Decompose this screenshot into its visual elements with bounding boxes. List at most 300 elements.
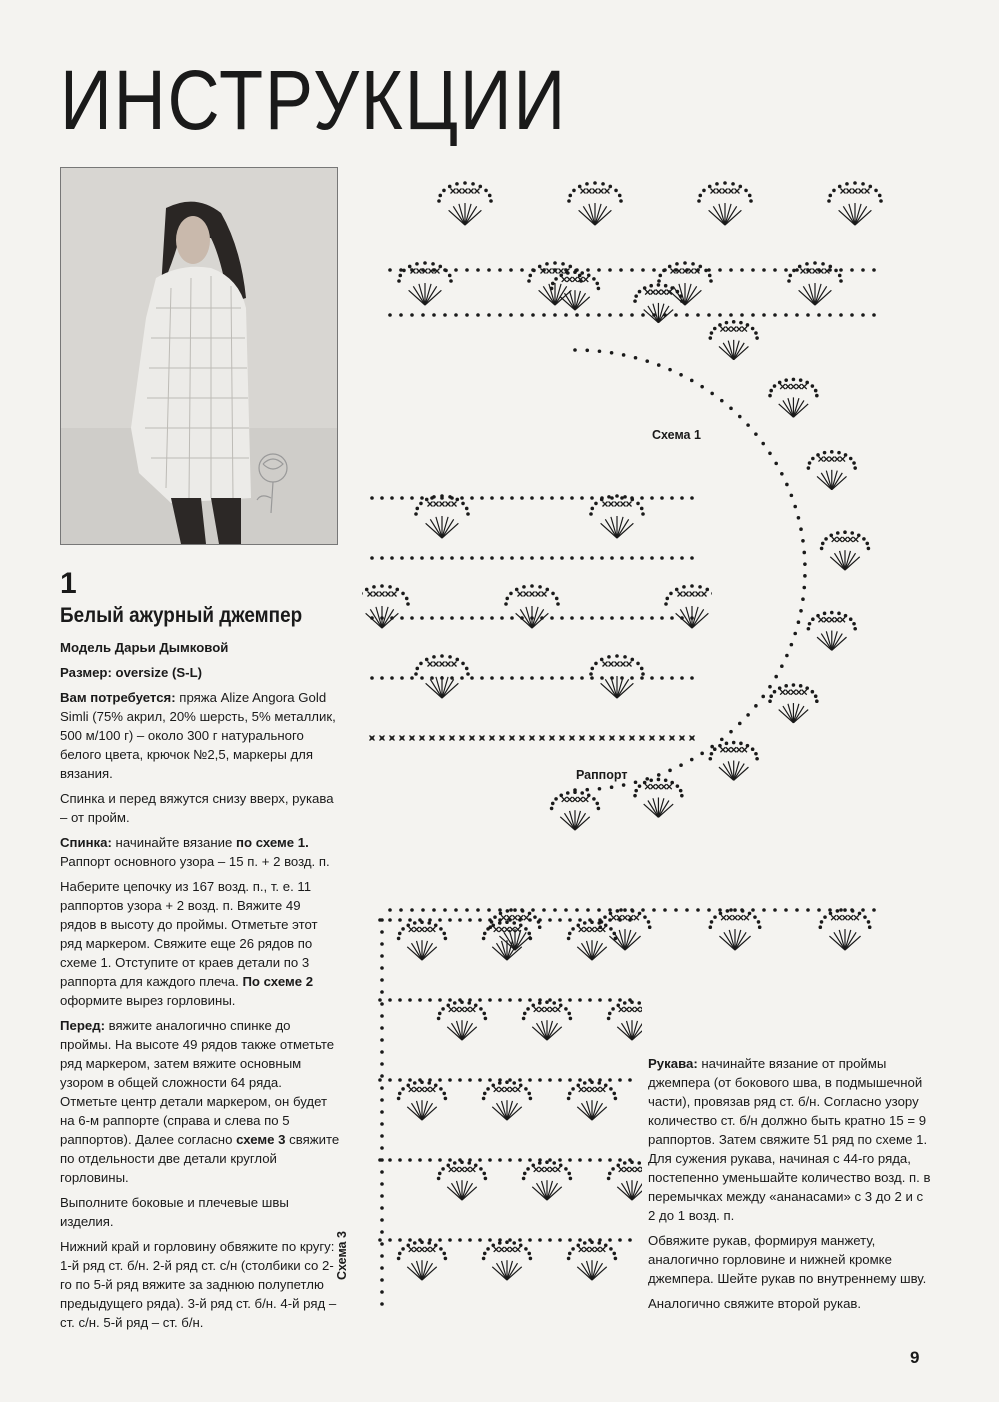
single-crochet-symbol <box>726 327 731 332</box>
chain-stitch-symbol <box>849 457 853 461</box>
chain-stitch-symbol <box>685 313 689 317</box>
chain-stitch-symbol <box>588 1238 592 1242</box>
chain-stitch-symbol <box>589 672 593 676</box>
chain-stitch-symbol <box>660 676 664 680</box>
single-crochet-symbol <box>735 189 740 194</box>
chain-stitch-symbol <box>398 274 402 278</box>
chain-stitch-symbol <box>488 1238 492 1242</box>
chain-stitch-symbol <box>442 932 446 936</box>
chain-stitch-symbol <box>861 908 865 912</box>
chain-stitch-symbol <box>590 507 594 511</box>
chain-stitch-symbol <box>380 1218 384 1222</box>
chain-stitch-symbol <box>597 921 601 925</box>
chain-stitch-symbol <box>679 789 683 793</box>
chain-stitch-symbol <box>587 793 591 797</box>
chain-stitch-symbol <box>442 1252 446 1256</box>
chain-stitch-symbol <box>552 1001 556 1005</box>
chain-stitch-symbol <box>418 1078 422 1082</box>
chain-stitch-symbol <box>380 1194 384 1198</box>
chain-stitch-symbol <box>430 616 434 620</box>
chain-stitch-symbol <box>479 1007 483 1011</box>
chain-stitch-symbol <box>643 781 647 785</box>
single-crochet-symbol <box>621 662 626 667</box>
single-crochet-symbol <box>720 747 725 752</box>
single-crochet-symbol <box>505 927 510 932</box>
chain-stitch-symbol <box>558 918 562 922</box>
chain-stitch-symbol <box>524 1087 528 1091</box>
chain-stitch-symbol <box>567 1172 571 1176</box>
chain-stitch-symbol <box>784 908 788 912</box>
chain-stitch-symbol <box>861 268 865 272</box>
chain-stitch-symbol <box>761 695 765 699</box>
chain-stitch-symbol <box>729 730 733 734</box>
chain-stitch-symbol <box>550 496 554 500</box>
chain-stitch-symbol <box>548 918 552 922</box>
chain-stitch-symbol <box>768 685 772 689</box>
chain-stitch-symbol <box>618 1078 622 1082</box>
chain-stitch-symbol <box>576 1083 580 1087</box>
chain-stitch-symbol <box>406 602 410 606</box>
chain-stitch-symbol <box>634 294 638 298</box>
chain-stitch-symbol <box>799 378 803 382</box>
chain-stitch-symbol <box>640 616 644 620</box>
chain-stitch-symbol <box>465 507 469 511</box>
chain-stitch-symbol <box>510 496 514 500</box>
chain-stitch-symbol <box>482 1257 486 1261</box>
chain-stitch-symbol <box>432 313 436 317</box>
chain-stitch-symbol <box>460 616 464 620</box>
chain-stitch-symbol <box>718 313 722 317</box>
chain-stitch-symbol <box>398 998 402 1002</box>
single-crochet-symbol <box>600 1087 605 1092</box>
chain-stitch-symbol <box>823 612 827 616</box>
single-crochet-symbol <box>449 1007 454 1012</box>
chain-stitch-symbol <box>618 1238 622 1242</box>
chain-stitch-symbol <box>634 789 638 793</box>
single-crochet-symbol <box>425 1247 430 1252</box>
chain-stitch-symbol <box>370 676 374 680</box>
chain-stitch-symbol <box>427 1241 431 1245</box>
chain-stitch-symbol <box>589 512 593 516</box>
chain-stitch-symbol <box>573 348 577 352</box>
chain-stitch-symbol <box>740 268 744 272</box>
chain-stitch-symbol <box>531 1163 535 1167</box>
chain-stitch-symbol <box>586 268 590 272</box>
chain-stitch-symbol <box>609 1087 613 1091</box>
chain-stitch-symbol <box>498 918 502 922</box>
chain-stitch-symbol <box>498 1158 502 1162</box>
chain-stitch-symbol <box>483 1252 487 1256</box>
chain-stitch-symbol <box>697 199 701 203</box>
single-crochet-symbol <box>590 927 595 932</box>
chain-stitch-symbol <box>434 1243 438 1247</box>
chain-stitch-symbol <box>861 313 865 317</box>
chain-stitch-symbol <box>867 920 871 924</box>
chain-stitch-symbol <box>604 1243 608 1247</box>
chain-stitch-symbol <box>598 1238 602 1242</box>
chain-stitch-symbol <box>566 791 570 795</box>
chain-stitch-symbol <box>448 1238 452 1242</box>
chain-stitch-symbol <box>628 1078 632 1082</box>
chain-stitch-symbol <box>674 313 678 317</box>
chain-stitch-symbol <box>811 457 815 461</box>
chain-stitch-symbol <box>614 1097 618 1101</box>
chain-stitch-symbol <box>746 713 750 717</box>
chain-stitch-symbol <box>444 1097 448 1101</box>
single-crochet-symbol <box>738 915 743 920</box>
chain-stitch-symbol <box>619 268 623 272</box>
chain-stitch-symbol <box>487 313 491 317</box>
single-crochet-symbol <box>555 1007 560 1012</box>
chain-stitch-symbol <box>476 268 480 272</box>
chain-stitch-symbol <box>719 912 723 916</box>
chain-stitch-symbol <box>597 1241 601 1245</box>
chain-stitch-symbol <box>440 676 444 680</box>
chain-stitch-symbol <box>708 274 712 278</box>
chain-stitch-symbol <box>670 496 674 500</box>
chain-stitch-symbol <box>799 684 803 688</box>
chain-stitch-symbol <box>488 1078 492 1082</box>
chain-stitch-symbol <box>538 918 542 922</box>
chain-stitch-symbol <box>586 313 590 317</box>
chain-stitch-symbol <box>839 908 843 912</box>
chain-stitch-symbol <box>538 1078 542 1082</box>
chain-stitch-symbol <box>444 1257 448 1261</box>
single-crochet-symbol <box>733 915 738 920</box>
chain-stitch-symbol <box>588 1078 592 1082</box>
single-crochet-symbol <box>645 784 650 789</box>
chain-stitch-symbol <box>746 744 750 748</box>
single-crochet-symbol <box>853 537 858 542</box>
chain-stitch-symbol <box>823 915 827 919</box>
chain-stitch-symbol <box>461 662 465 666</box>
chain-stitch-symbol <box>500 616 504 620</box>
single-crochet-symbol <box>847 189 852 194</box>
chain-stitch-symbol <box>529 1257 533 1261</box>
single-crochet-symbol <box>796 690 801 695</box>
chain-stitch-symbol <box>468 918 472 922</box>
chain-stitch-symbol <box>598 1158 602 1162</box>
single-crochet-symbol <box>590 1247 595 1252</box>
chain-stitch-symbol <box>491 1243 495 1247</box>
single-crochet-symbol <box>567 797 572 802</box>
chain-stitch-symbol <box>397 1257 401 1261</box>
chain-stitch-symbol <box>650 676 654 680</box>
chain-stitch-symbol <box>529 1097 533 1101</box>
chain-stitch-symbol <box>461 502 465 506</box>
chain-stitch-symbol <box>773 313 777 317</box>
chain-stitch-symbol <box>467 1001 471 1005</box>
chain-stitch-symbol <box>414 672 418 676</box>
rapport-diagram <box>362 458 712 753</box>
chain-stitch-symbol <box>508 1078 512 1082</box>
chain-stitch-symbol <box>710 331 714 335</box>
chain-stitch-symbol <box>437 1017 441 1021</box>
chain-stitch-symbol <box>512 1081 516 1085</box>
single-crochet-symbol <box>600 1247 605 1252</box>
chain-stitch-symbol <box>410 616 414 620</box>
chain-stitch-symbol <box>558 1158 562 1162</box>
chain-stitch-symbol <box>478 1238 482 1242</box>
chain-stitch-symbol <box>551 802 555 806</box>
chain-stitch-symbol <box>468 998 472 1002</box>
chain-stitch-symbol <box>662 269 666 273</box>
chain-stitch-symbol <box>398 932 402 936</box>
chain-stitch-symbol <box>398 1158 402 1162</box>
chain-stitch-symbol <box>710 920 714 924</box>
chain-stitch-symbol <box>390 616 394 620</box>
chain-stitch-symbol <box>380 942 384 946</box>
chain-stitch-symbol <box>550 287 554 291</box>
single-crochet-symbol <box>690 592 695 597</box>
chain-stitch-symbol <box>611 1167 615 1171</box>
chain-stitch-symbol <box>428 1158 432 1162</box>
chain-stitch-symbol <box>585 182 589 186</box>
chain-stitch-symbol <box>610 351 614 355</box>
chain-stitch-symbol <box>850 908 854 912</box>
chain-stitch-symbol <box>676 290 680 294</box>
chain-stitch-symbol <box>643 915 647 919</box>
chain-stitch-symbol <box>388 1158 392 1162</box>
chain-stitch-symbol <box>680 496 684 500</box>
single-crochet-symbol <box>555 1167 560 1172</box>
chain-stitch-symbol <box>406 1083 410 1087</box>
chain-stitch-symbol <box>528 1238 532 1242</box>
materials-label: Вам потребуется: <box>60 690 176 705</box>
chain-stitch-symbol <box>410 556 414 560</box>
chain-stitch-symbol <box>440 556 444 560</box>
chain-stitch-symbol <box>388 268 392 272</box>
single-crochet-symbol <box>510 1247 515 1252</box>
chain-stitch-symbol <box>867 547 871 551</box>
chain-stitch-symbol <box>816 614 820 618</box>
chain-stitch-symbol <box>378 1238 382 1242</box>
single-crochet-symbol <box>451 189 456 194</box>
single-crochet-symbol <box>599 189 604 194</box>
chain-stitch-symbol <box>768 394 772 398</box>
chain-stitch-symbol <box>718 744 722 748</box>
chain-stitch-symbol <box>863 915 867 919</box>
chain-stitch-symbol <box>607 655 611 659</box>
single-crochet-symbol <box>392 592 397 597</box>
chain-stitch-symbol <box>773 908 777 912</box>
chain-stitch-symbol <box>540 616 544 620</box>
chain-stitch-symbol <box>568 932 572 936</box>
chain-stitch-symbol <box>465 268 469 272</box>
chain-stitch-symbol <box>400 676 404 680</box>
chain-stitch-symbol <box>418 998 422 1002</box>
chain-stitch-symbol <box>839 268 843 272</box>
chain-stitch-symbol <box>568 998 572 1002</box>
chain-stitch-symbol <box>793 505 797 509</box>
chain-stitch-symbol <box>524 1247 528 1251</box>
chain-stitch-symbol <box>674 908 678 912</box>
single-crochet-symbol <box>742 747 747 752</box>
chain-stitch-symbol <box>576 923 580 927</box>
single-crochet-symbol <box>742 327 747 332</box>
chain-stitch-symbol <box>454 268 458 272</box>
chain-stitch-symbol <box>415 667 419 671</box>
chain-stitch-symbol <box>630 496 634 500</box>
single-crochet-symbol <box>583 797 588 802</box>
chain-stitch-symbol <box>388 998 392 1002</box>
chain-stitch-symbol <box>401 1087 405 1091</box>
chain-stitch-symbol <box>570 496 574 500</box>
single-crochet-symbol <box>505 1087 510 1092</box>
chain-stitch-symbol <box>425 658 429 662</box>
chain-stitch-symbol <box>465 313 469 317</box>
single-crochet-symbol <box>515 927 520 932</box>
single-crochet-symbol <box>446 502 451 507</box>
single-crochet-symbol <box>843 915 848 920</box>
chain-stitch-symbol <box>486 1247 490 1251</box>
chain-stitch-symbol <box>788 274 792 278</box>
chain-stitch-symbol <box>490 676 494 680</box>
chain-stitch-symbol <box>675 262 679 266</box>
chain-stitch-symbol <box>680 299 684 303</box>
chain-stitch-symbol <box>550 676 554 680</box>
chain-stitch-symbol <box>614 937 618 941</box>
single-crochet-symbol <box>627 502 632 507</box>
single-crochet-symbol <box>737 747 742 752</box>
chain-stitch-symbol <box>570 616 574 620</box>
single-crochet-symbol <box>584 1247 589 1252</box>
chain-stitch-symbol <box>597 807 601 811</box>
chain-stitch-symbol <box>567 199 571 203</box>
chain-stitch-symbol <box>545 1000 549 1004</box>
chain-stitch-symbol <box>442 1092 446 1096</box>
back-paragraph-2 <box>60 877 340 1010</box>
chain-stitch-symbol <box>380 1098 384 1102</box>
chain-stitch-symbol <box>630 658 634 662</box>
chain-stitch-symbol <box>751 268 755 272</box>
chain-stitch-symbol <box>401 1247 405 1251</box>
chain-stitch-symbol <box>500 556 504 560</box>
chain-stitch-symbol <box>594 662 598 666</box>
chain-stitch-symbol <box>802 586 806 590</box>
single-crochet-symbol <box>840 617 845 622</box>
chain-stitch-symbol <box>713 747 717 751</box>
chain-stitch-symbol <box>676 784 680 788</box>
chain-stitch-symbol <box>390 496 394 500</box>
chain-stitch-symbol <box>512 921 516 925</box>
chain-stitch-symbol <box>378 998 382 1002</box>
chain-stitch-symbol <box>438 1078 442 1082</box>
chain-stitch-symbol <box>410 313 414 317</box>
chain-stitch-symbol <box>413 1241 417 1245</box>
chain-stitch-symbol <box>801 597 805 601</box>
chain-stitch-symbol <box>390 676 394 680</box>
chain-stitch-symbol <box>619 313 623 317</box>
single-crochet-symbol <box>430 1087 435 1092</box>
chain-stitch-symbol <box>668 769 672 773</box>
single-crochet-symbol <box>515 1247 520 1252</box>
chain-stitch-symbol <box>824 537 828 541</box>
single-crochet-symbol <box>824 617 829 622</box>
chain-stitch-symbol <box>758 925 762 929</box>
chain-stitch-symbol <box>449 279 453 283</box>
chain-stitch-symbol <box>561 262 565 266</box>
single-crochet-symbol <box>640 1007 642 1012</box>
article-number: 1 <box>60 567 77 600</box>
chain-stitch-symbol <box>609 927 613 931</box>
single-crochet-symbol <box>434 502 439 507</box>
chain-stitch-symbol <box>362 592 363 596</box>
chain-stitch-symbol <box>558 1078 562 1082</box>
chain-stitch-symbol <box>522 585 526 589</box>
chain-stitch-symbol <box>467 1161 471 1165</box>
chain-stitch-symbol <box>830 611 834 615</box>
single-crochet-symbol <box>640 1167 642 1172</box>
chain-stitch-symbol <box>628 918 632 922</box>
chain-stitch-symbol <box>538 1158 542 1162</box>
chain-stitch-symbol <box>607 1017 611 1021</box>
chain-stitch-symbol <box>478 998 482 1002</box>
single-crochet-symbol <box>499 1087 504 1092</box>
chain-stitch-symbol <box>578 1158 582 1162</box>
chain-stitch-symbol <box>797 516 801 520</box>
chain-stitch-symbol <box>709 336 713 340</box>
chain-stitch-symbol <box>710 392 714 396</box>
materials-paragraph <box>60 688 340 783</box>
chain-stitch-symbol <box>709 757 713 761</box>
chain-stitch-symbol <box>778 686 782 690</box>
chain-stitch-symbol <box>650 616 654 620</box>
chain-stitch-symbol <box>538 585 542 589</box>
chain-stitch-symbol <box>578 185 582 189</box>
chain-stitch-symbol <box>526 1167 530 1171</box>
chain-stitch-symbol <box>380 676 384 680</box>
single-crochet-symbol <box>590 1087 595 1092</box>
chain-stitch-symbol <box>583 1241 587 1245</box>
chain-stitch-symbol <box>738 415 742 419</box>
chain-stitch-symbol <box>439 1247 443 1251</box>
single-crochet-symbol <box>579 1087 584 1092</box>
chain-stitch-symbol <box>398 1252 402 1256</box>
chain-stitch-symbol <box>640 676 644 680</box>
chain-stitch-symbol <box>739 321 743 325</box>
chain-stitch-symbol <box>729 268 733 272</box>
chain-stitch-symbol <box>428 1078 432 1082</box>
chain-stitch-symbol <box>398 1092 402 1096</box>
single-crochet-symbol <box>440 502 445 507</box>
chain-stitch-symbol <box>380 1110 384 1114</box>
chain-stitch-symbol <box>524 927 528 931</box>
single-crochet-symbol <box>624 1167 629 1172</box>
chain-stitch-symbol <box>795 313 799 317</box>
chain-stitch-symbol <box>679 294 683 298</box>
chain-stitch-symbol <box>598 998 602 1002</box>
chain-stitch-symbol <box>448 918 452 922</box>
chain-stitch-symbol <box>618 918 622 922</box>
chain-stitch-symbol <box>455 182 459 186</box>
chain-stitch-symbol <box>458 1158 462 1162</box>
single-crochet-symbol <box>859 189 864 194</box>
chain-stitch-symbol <box>420 556 424 560</box>
chain-stitch-symbol <box>715 182 719 186</box>
chain-stitch-symbol <box>482 937 486 941</box>
chain-stitch-symbol <box>545 588 549 592</box>
chain-stitch-symbol <box>560 496 564 500</box>
chain-stitch-symbol <box>508 1238 512 1242</box>
scheme-3-label: Схема 3 <box>335 1231 349 1280</box>
chain-stitch-symbol <box>590 496 594 500</box>
chain-stitch-symbol <box>538 265 542 269</box>
chain-stitch-symbol <box>550 807 554 811</box>
chain-stitch-symbol <box>410 676 414 680</box>
chain-stitch-symbol <box>444 937 448 941</box>
single-crochet-symbol <box>824 457 829 462</box>
